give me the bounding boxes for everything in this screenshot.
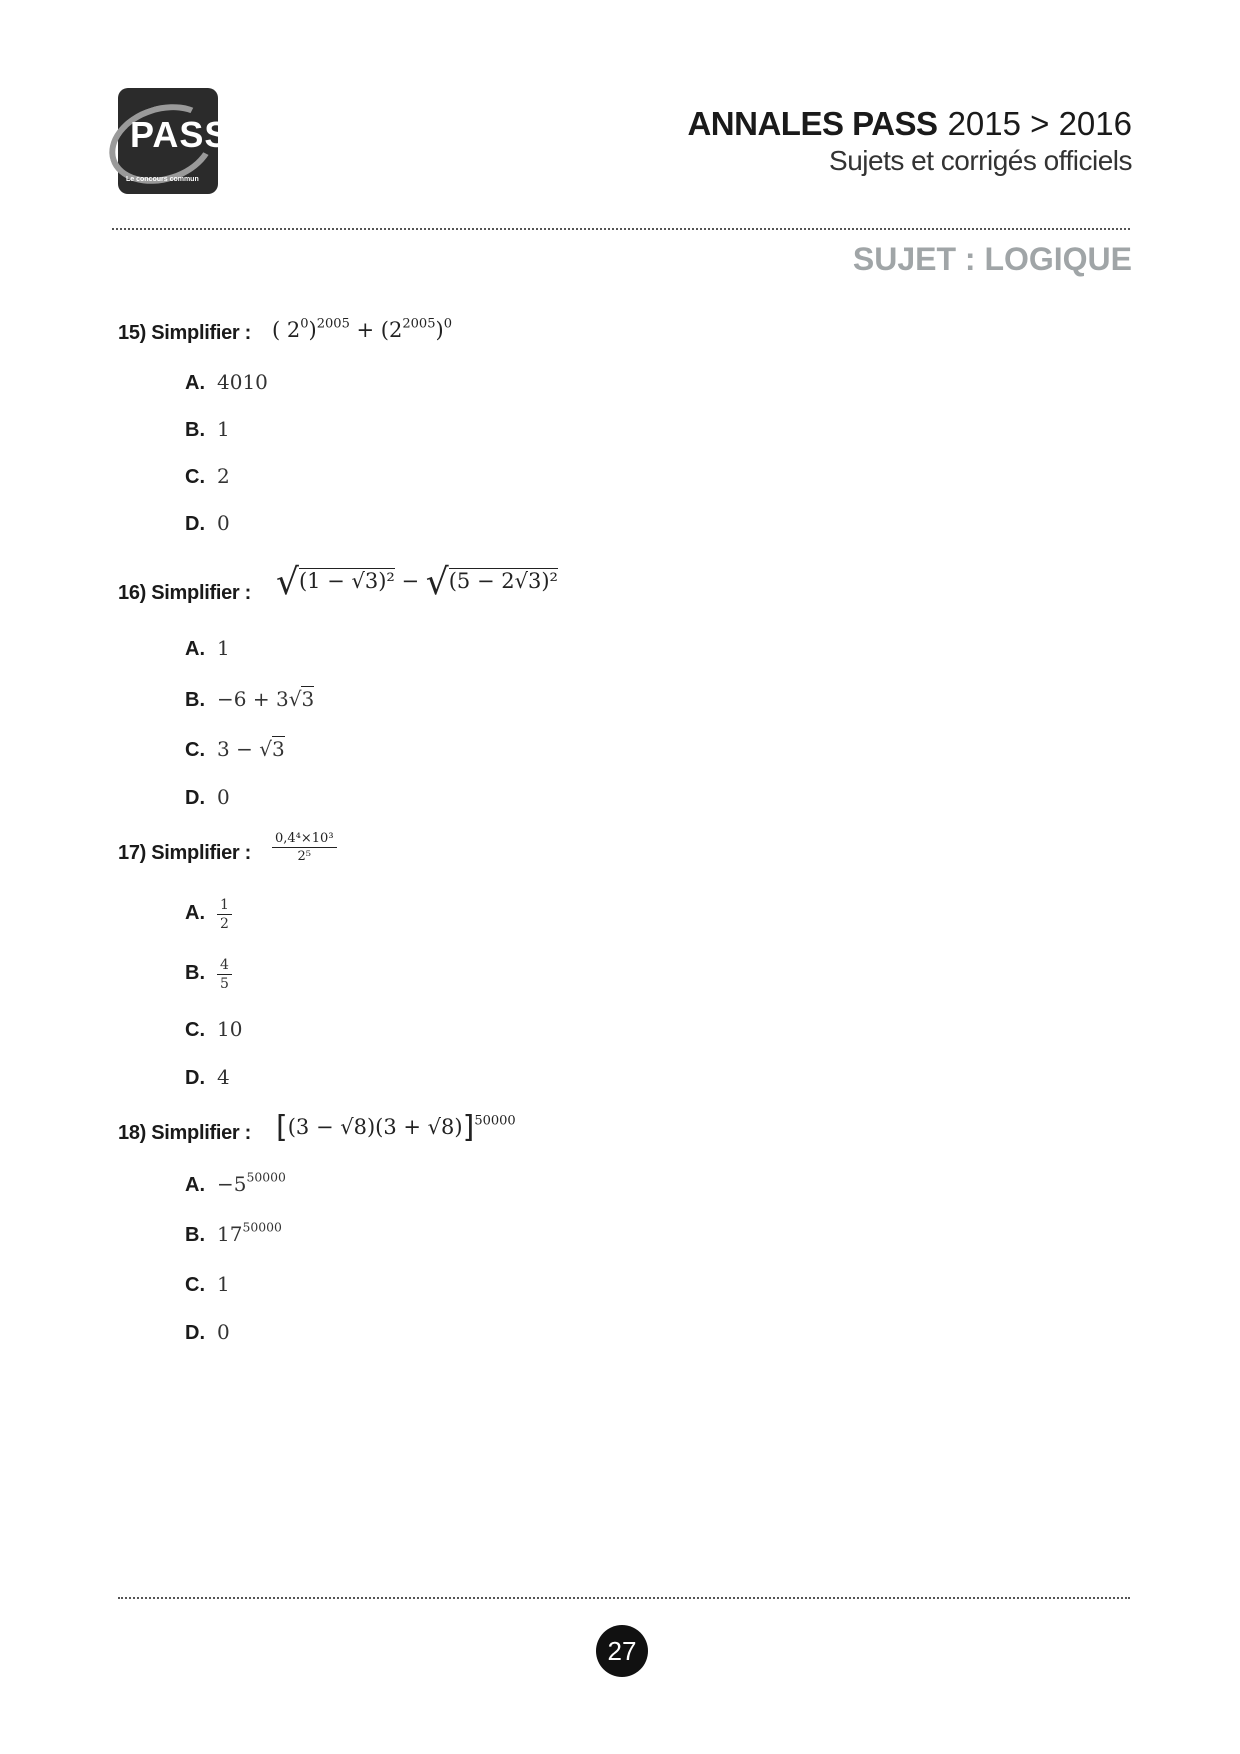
logo-tagline: Le concours commun	[126, 176, 199, 183]
pass-logo	[118, 88, 230, 194]
header-brand: ANNALES PASS	[687, 105, 938, 142]
question-18-option-c[interactable]: C. 1	[185, 1272, 230, 1296]
question-15-option-d[interactable]: D. 0	[185, 511, 230, 535]
question-17-option-a[interactable]: A. $\frac{1}{2}$	[185, 898, 232, 931]
question-16-option-c[interactable]: C. 3 − √3	[185, 737, 285, 761]
question-15-expression: ( $2^0)^{2005} + (2^{2005})^0$	[272, 316, 452, 342]
page-number: 27	[596, 1625, 648, 1677]
question-18-option-d[interactable]: D. 0	[185, 1320, 230, 1344]
header-years: 2015 > 2016	[947, 105, 1132, 142]
question-15-label: 15) Simplifier :	[118, 322, 252, 344]
question-18-label: 18) Simplifier :	[118, 1122, 252, 1144]
question-16-option-a[interactable]: A. 1	[185, 636, 230, 660]
logo-text: PASS	[130, 114, 230, 155]
top-divider	[112, 228, 1130, 230]
question-17-expression: $\frac{\text{0,4⁴×10³}}{\text{2⁵}}$	[272, 832, 337, 863]
question-16-option-d[interactable]: D. 0	[185, 785, 230, 809]
question-18-option-a[interactable]: A. $-5^{50000}$	[185, 1169, 286, 1196]
question-18-expression: $[(3 - √8)(3 + √8)]^{50000}$	[276, 1110, 516, 1145]
document-header	[687, 104, 1132, 178]
question-16-label: 16) Simplifier :	[118, 582, 252, 604]
question-17-option-b[interactable]: B. $\frac{4}{5}$	[185, 958, 232, 991]
subject-title: SUJET : LOGIQUE	[852, 241, 1132, 277]
question-17-option-d[interactable]: D. 4	[185, 1065, 230, 1089]
question-17-label: 17) Simplifier :	[118, 842, 252, 864]
header-subtitle: Sujets et corrigés officiels	[829, 145, 1132, 176]
question-15-option-c[interactable]: C. 2	[185, 464, 230, 488]
question-18-option-b[interactable]: B. $17^{50000}$	[185, 1219, 282, 1246]
question-15-option-a[interactable]: A. 4010	[185, 370, 268, 394]
bottom-divider	[118, 1597, 1130, 1599]
question-16-expression: √(1 − √3)² − √(5 − 2√3)²	[276, 562, 558, 603]
question-17-option-c[interactable]: C. 10	[185, 1017, 243, 1041]
question-16-option-b[interactable]: B. −6 + 3√3	[185, 687, 315, 711]
question-15-option-b[interactable]: B. 1	[185, 417, 230, 441]
